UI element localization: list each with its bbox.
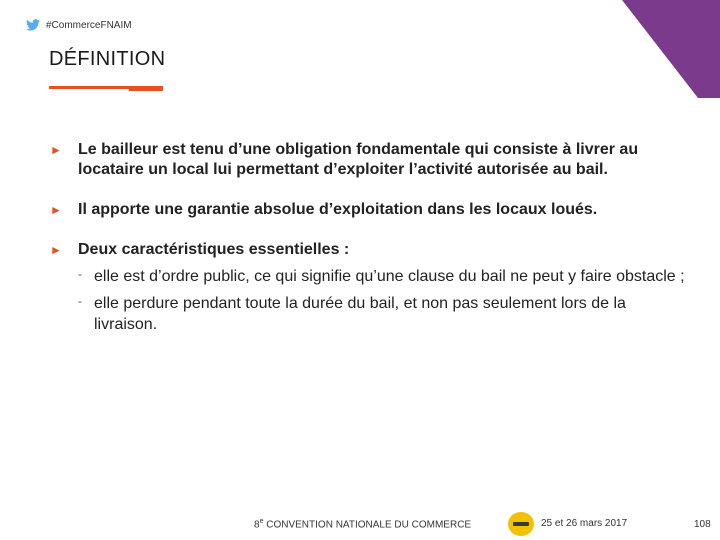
sub-bullet-text: elle perdure pendant toute la durée du bail, et non pas seulement lors de la livraison. [94,295,626,333]
slide-footer [0,508,720,538]
sub-bullet-item [78,266,690,287]
underline-bar-right [129,86,163,91]
bullet-item [50,200,690,220]
dash-bullet-icon: ‐ [78,267,82,281]
sub-bullet-text: elle est d’ordre public, ce qui signifie qu’une clause du bail ne peut y faire obstacle ; [94,268,685,285]
bullet-list [50,140,690,341]
underline-bar-left [49,86,129,89]
bullet-text: Le bailleur est tenu d’une obligation fondamentale qui consiste à livrer au locataire un local lui permettant d’exploiter l’activité autorisée au bail. [78,141,639,178]
header-hashtag [26,16,132,34]
hashtag-label: #CommerceFNAIM [46,19,132,31]
bullet-item [50,240,690,260]
bullet-text: Il apporte une garantie absolue d’exploitation dans les locaux loués. [78,201,598,218]
purple-corner-decoration [622,0,720,98]
arrow-bullet-icon: ► [50,203,62,217]
page-number: 108 [694,519,711,530]
bullet-item [50,140,690,180]
arrow-bullet-icon: ► [50,143,62,157]
event-dates: 25 et 26 mars 2017 [541,518,628,529]
convention-number: 8 [254,519,260,531]
page-title: DÉFINITION [49,48,166,70]
arrow-bullet-icon: ► [50,243,62,257]
convention-text: CONVENTION NATIONALE DU COMMERCE [266,519,472,531]
twitter-bird-icon [26,19,40,31]
title-underline [49,86,163,92]
sub-bullet-item [78,293,690,335]
dash-bullet-icon: ‐ [78,294,82,308]
fnaim-logo-icon [507,511,535,537]
bullet-text: Deux caractéristiques essentielles : [78,241,350,258]
convention-ordinal: e [259,518,264,525]
sub-bullet-list [78,266,690,335]
convention-label [254,518,471,530]
